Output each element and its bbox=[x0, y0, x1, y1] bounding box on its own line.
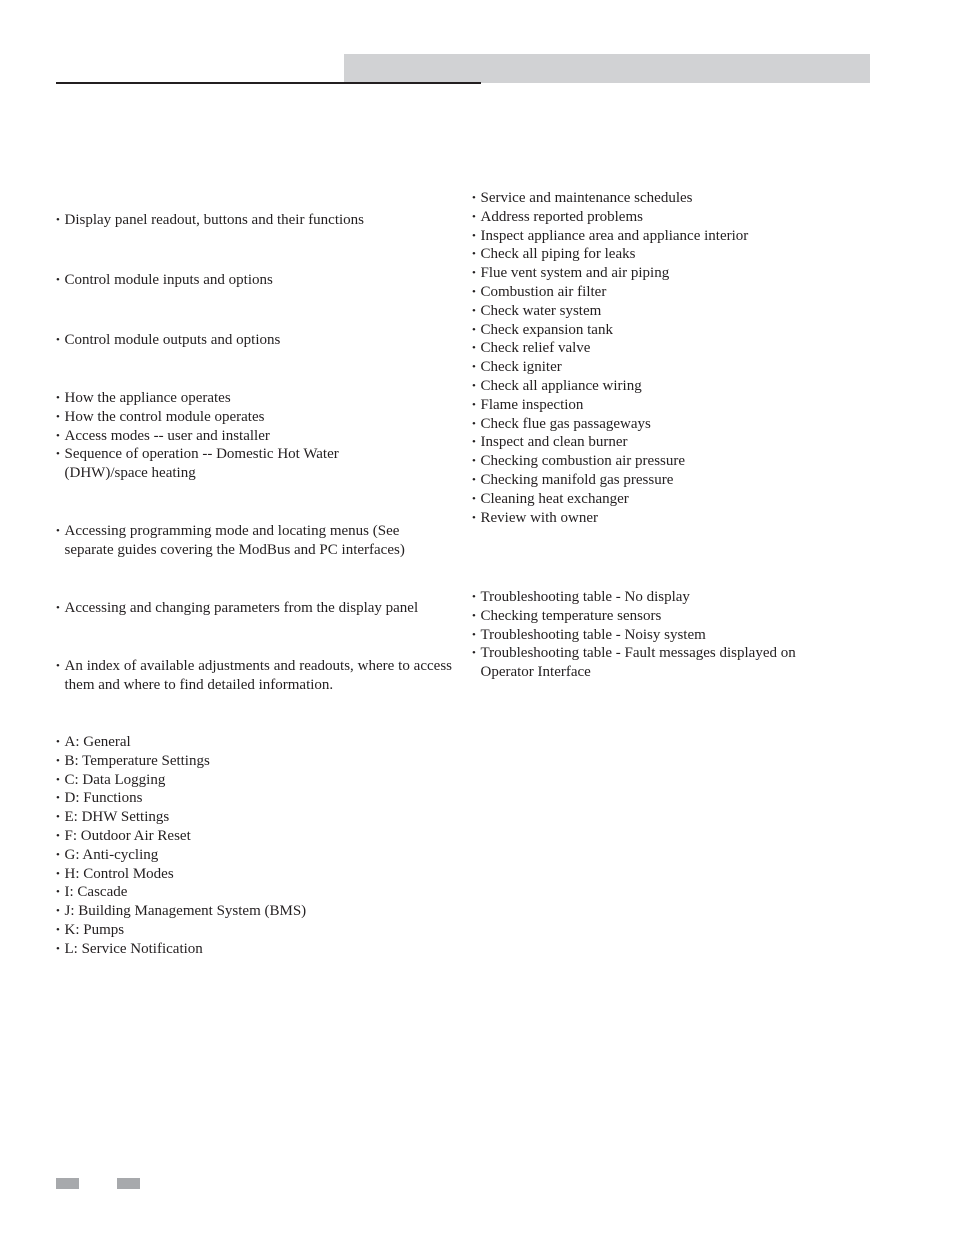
list-item: • Troubleshooting table - No display bbox=[472, 588, 822, 607]
list-item: • Checking combustion air pressure bbox=[472, 452, 822, 471]
list-item: • F: Outdoor Air Reset bbox=[56, 827, 452, 846]
list-item: • Display panel readout, buttons and their functions bbox=[56, 211, 452, 230]
list-item: • C: Data Logging bbox=[56, 771, 452, 790]
list-item: • Check relief valve bbox=[472, 339, 822, 358]
menu-sections-list bbox=[56, 733, 452, 959]
adjustments-index-list bbox=[56, 657, 452, 695]
footer-tab-left bbox=[56, 1178, 79, 1189]
list-item: • Accessing programming mode and locating menus (See separate guides covering the ModBus and PC interfaces) bbox=[56, 522, 450, 560]
list-item: • Troubleshooting table - Fault messages displayed on Operator Interface bbox=[472, 644, 822, 682]
changing-parameters-list bbox=[56, 599, 452, 618]
list-item: • Combustion air filter bbox=[472, 283, 822, 302]
list-item: • Checking temperature sensors bbox=[472, 607, 822, 626]
list-item: • Address reported problems bbox=[472, 208, 822, 227]
list-item: • I: Cascade bbox=[56, 883, 452, 902]
list-item: • Cleaning heat exchanger bbox=[472, 490, 822, 509]
programming-mode-list bbox=[56, 522, 450, 560]
list-item: • Check igniter bbox=[472, 358, 822, 377]
header-rule bbox=[56, 82, 481, 84]
list-item: • Check flue gas passageways bbox=[472, 415, 822, 434]
list-item: • Service and maintenance schedules bbox=[472, 189, 822, 208]
list-item: • Troubleshooting table - Noisy system bbox=[472, 626, 822, 645]
list-item: • D: Functions bbox=[56, 789, 452, 808]
list-item: • An index of available adjustments and readouts, where to access them and where to find detailed information. bbox=[56, 657, 452, 695]
troubleshooting-list bbox=[472, 588, 822, 682]
list-item: • J: Building Management System (BMS) bbox=[56, 902, 452, 921]
header-bar bbox=[344, 54, 870, 83]
list-item: • A: General bbox=[56, 733, 452, 752]
list-item: • Flame inspection bbox=[472, 396, 822, 415]
list-item: • Control module inputs and options bbox=[56, 271, 452, 290]
list-item: • Flue vent system and air piping bbox=[472, 264, 822, 283]
list-item: • Inspect appliance area and appliance interior bbox=[472, 227, 822, 246]
list-item: • How the control module operates bbox=[56, 408, 366, 427]
list-item: • How the appliance operates bbox=[56, 389, 366, 408]
control-inputs-list bbox=[56, 271, 452, 290]
list-item: • Check expansion tank bbox=[472, 321, 822, 340]
list-item: • E: DHW Settings bbox=[56, 808, 452, 827]
list-item: • Accessing and changing parameters from the display panel bbox=[56, 599, 452, 618]
list-item: • Checking manifold gas pressure bbox=[472, 471, 822, 490]
list-item: • B: Temperature Settings bbox=[56, 752, 452, 771]
list-item: • Access modes -- user and installer bbox=[56, 427, 366, 446]
list-item: • H: Control Modes bbox=[56, 865, 452, 884]
list-item: • Inspect and clean burner bbox=[472, 433, 822, 452]
list-item: • Check all appliance wiring bbox=[472, 377, 822, 396]
list-item: • G: Anti-cycling bbox=[56, 846, 452, 865]
list-item: • K: Pumps bbox=[56, 921, 452, 940]
footer-tab-right bbox=[117, 1178, 140, 1189]
list-item: • Review with owner bbox=[472, 509, 822, 528]
list-item: • Check all piping for leaks bbox=[472, 245, 822, 264]
list-item: • Check water system bbox=[472, 302, 822, 321]
control-outputs-list bbox=[56, 331, 452, 350]
maintenance-list bbox=[472, 189, 822, 527]
display-panel-list bbox=[56, 211, 452, 230]
list-item: • Control module outputs and options bbox=[56, 331, 452, 350]
list-item: • Sequence of operation -- Domestic Hot Water (DHW)/space heating bbox=[56, 445, 366, 483]
list-item: • L: Service Notification bbox=[56, 940, 452, 959]
operation-list bbox=[56, 389, 366, 483]
